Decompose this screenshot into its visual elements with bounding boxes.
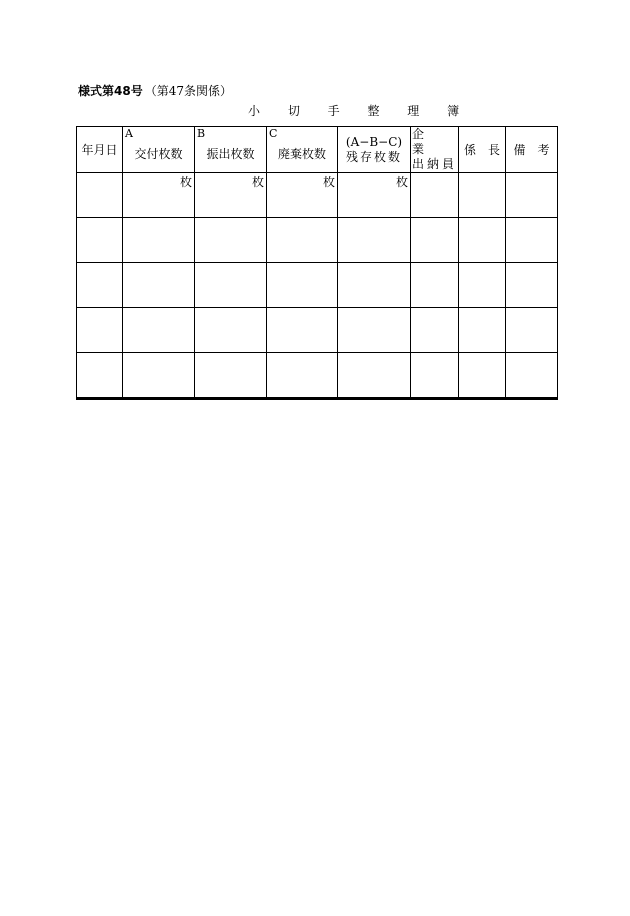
col-header-void: [267, 127, 338, 173]
col-header-officer: [411, 127, 459, 173]
cell-remarks[interactable]: [506, 173, 558, 218]
cell-remarks[interactable]: [506, 308, 558, 353]
cell-remaining[interactable]: [338, 173, 411, 218]
cell-drawn[interactable]: [195, 308, 267, 353]
col-header-remaining-label: 残存枚数: [345, 149, 402, 164]
cell-date[interactable]: [77, 173, 123, 218]
cell-remarks[interactable]: [506, 263, 558, 308]
cell-chief[interactable]: [459, 263, 506, 308]
cell-drawn[interactable]: [195, 263, 267, 308]
table-row: [77, 218, 558, 263]
col-header-date-label: 年月日: [81, 142, 118, 157]
col-header-issued: [123, 127, 195, 173]
cell-issued[interactable]: [123, 308, 195, 353]
cell-chief[interactable]: [459, 218, 506, 263]
cell-remaining[interactable]: [338, 218, 411, 263]
form-number: 様式第48号: [78, 84, 143, 98]
cell-officer[interactable]: [411, 263, 459, 308]
article-reference: （第47条関係）: [144, 84, 232, 98]
document-title: 小 切 手 整 理 簿: [248, 104, 472, 118]
cell-drawn[interactable]: [195, 173, 267, 218]
col-header-remarks-label: 備 考: [513, 142, 550, 157]
col-header-officer-line2: 出納員: [412, 157, 458, 171]
cell-chief[interactable]: [459, 353, 506, 399]
col-header-void-label: 廃棄枚数: [277, 146, 326, 161]
col-header-chief: [459, 127, 506, 173]
col-header-remaining-formula: (A−B−C): [345, 134, 403, 149]
cell-chief[interactable]: [459, 173, 506, 218]
col-header-officer-line1: 企 業: [412, 127, 452, 156]
cell-remaining[interactable]: [338, 308, 411, 353]
cell-drawn[interactable]: [195, 218, 267, 263]
cell-void[interactable]: [267, 353, 338, 399]
col-header-remarks: [506, 127, 558, 173]
col-letter-c: C: [269, 127, 278, 140]
cell-void[interactable]: [267, 308, 338, 353]
header-row: [77, 127, 558, 173]
cell-drawn[interactable]: [195, 353, 267, 399]
cell-officer[interactable]: [411, 218, 459, 263]
cell-officer[interactable]: [411, 353, 459, 399]
cell-remarks[interactable]: [506, 218, 558, 263]
cell-void[interactable]: [267, 218, 338, 263]
col-header-issued-label: 交付枚数: [134, 146, 183, 161]
table-row: [77, 308, 558, 353]
col-header-remaining: [338, 127, 411, 173]
cell-issued[interactable]: [123, 353, 195, 399]
cell-chief[interactable]: [459, 308, 506, 353]
cell-officer[interactable]: [411, 173, 459, 218]
cell-issued[interactable]: [123, 218, 195, 263]
cell-void[interactable]: [267, 173, 338, 218]
col-header-chief-label: 係 長: [463, 142, 500, 157]
cell-issued[interactable]: [123, 263, 195, 308]
cell-remaining[interactable]: [338, 353, 411, 399]
cell-remaining[interactable]: [338, 263, 411, 308]
col-header-drawn: [195, 127, 267, 173]
cell-date[interactable]: [77, 263, 123, 308]
table-row: [77, 263, 558, 308]
unit-label: 枚: [322, 175, 335, 189]
cell-remarks[interactable]: [506, 353, 558, 399]
col-header-date: [77, 127, 123, 173]
check-register-table: [76, 126, 558, 400]
unit-label: 枚: [395, 175, 408, 189]
col-header-drawn-label: 振出枚数: [206, 146, 255, 161]
form-header: [78, 84, 232, 98]
table-row: [77, 353, 558, 399]
cell-void[interactable]: [267, 263, 338, 308]
col-letter-b: B: [197, 127, 206, 140]
cell-issued[interactable]: [123, 173, 195, 218]
cell-date[interactable]: [77, 308, 123, 353]
unit-label: 枚: [251, 175, 264, 189]
cell-date[interactable]: [77, 353, 123, 399]
cell-date[interactable]: [77, 218, 123, 263]
table-row: [77, 173, 558, 218]
col-letter-a: A: [125, 127, 133, 140]
unit-label: 枚: [179, 175, 192, 189]
cell-officer[interactable]: [411, 308, 459, 353]
